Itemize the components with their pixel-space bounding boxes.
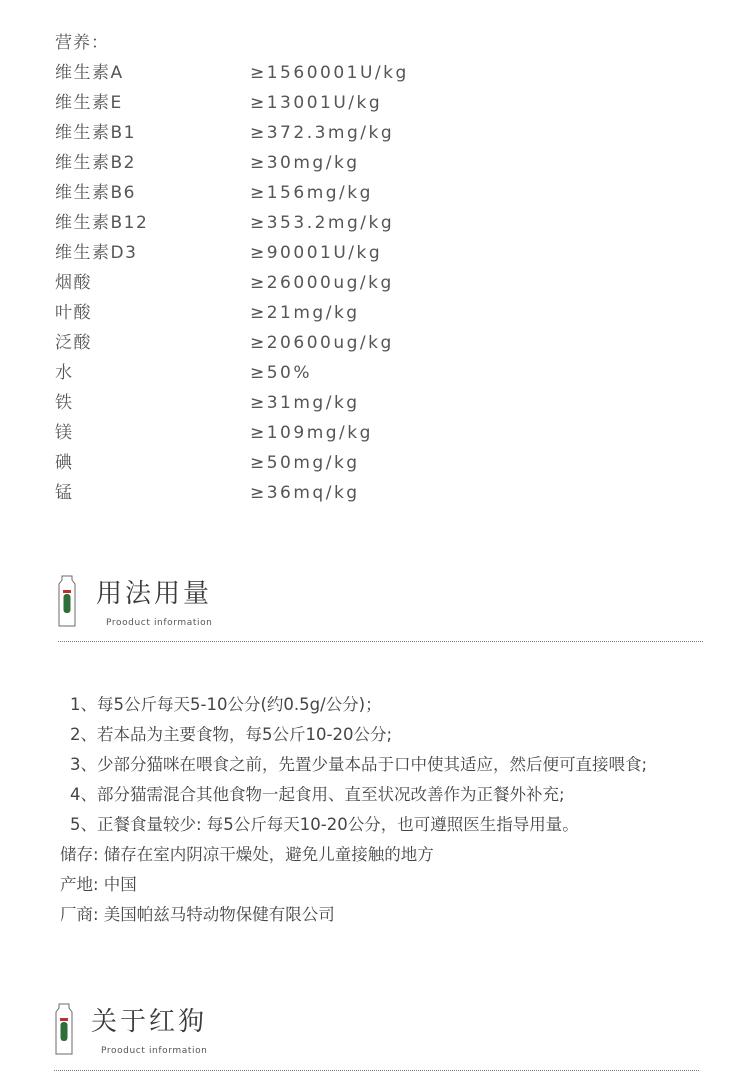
nutrient-value: ≥36mq/kg — [250, 483, 360, 503]
usage-step: 4、部分猫需混合其他食物一起食用、直至状况改善作为正餐外补充; — [70, 785, 565, 804]
nutrition-row — [55, 298, 655, 328]
nutrient-name: 维生素E — [55, 93, 123, 113]
nutrient-name: 水 — [55, 363, 74, 383]
paste-tube-icon — [56, 574, 78, 630]
usage-step: 1、每5公斤每天5-10公分(约0.5g/公分)； — [70, 695, 382, 714]
nutrition-row — [55, 238, 655, 268]
nutrition-row — [55, 418, 655, 448]
nutrition-row — [55, 358, 655, 388]
nutrient-value: ≥109mg/kg — [250, 423, 373, 443]
nutrition-row — [55, 448, 655, 478]
nutrient-name: 铁 — [55, 393, 74, 413]
nutrition-row — [55, 58, 655, 88]
nutrient-value: ≥31mg/kg — [250, 393, 360, 413]
usage-step: 5、正餐食量较少: 每5公斤每天10-20公分，也可遵照医生指导用量。 — [70, 815, 579, 834]
nutrient-value: ≥50% — [250, 363, 313, 383]
nutrient-name: 维生素B1 — [55, 123, 136, 143]
nutrient-value: ≥26000ug/kg — [250, 273, 394, 293]
nutrient-value: ≥20600ug/kg — [250, 333, 394, 353]
nutrient-value: ≥353.2mg/kg — [250, 213, 395, 233]
nutrition-row — [55, 88, 655, 118]
section-subtitle: Prooduct information — [106, 618, 213, 628]
nutrition-label: 营养： — [55, 33, 109, 53]
section-title: 关于红狗 — [91, 1007, 208, 1037]
nutrition-row — [55, 268, 655, 298]
nutrient-name: 叶酸 — [55, 303, 92, 323]
nutrient-name: 锰 — [55, 483, 74, 503]
maker-text: 厂商: 美国帕兹马特动物保健有限公司 — [60, 905, 335, 924]
nutrient-name: 维生素B6 — [55, 183, 136, 203]
nutrient-name: 维生素A — [55, 63, 124, 83]
nutrition-row — [55, 478, 655, 508]
nutrient-name: 维生素B2 — [55, 153, 136, 173]
usage-instructions — [60, 690, 730, 930]
nutrient-name: 泛酸 — [55, 333, 92, 353]
nutrient-value: ≥90001U/kg — [250, 243, 383, 263]
nutrition-row — [55, 178, 655, 208]
dotted-divider — [58, 641, 703, 642]
dotted-divider — [54, 1070, 699, 1071]
nutrition-row — [55, 118, 655, 148]
storage-text: 储存: 储存在室内阴凉干燥处，避免儿童接触的地方 — [60, 845, 434, 864]
nutrition-rows — [55, 58, 655, 508]
usage-step: 2、若本品为主要食物，每5公斤10-20公分; — [70, 725, 392, 744]
nutrition-row — [55, 328, 655, 358]
nutrient-name: 碘 — [55, 453, 74, 473]
nutrient-name: 维生素D3 — [55, 243, 138, 263]
paste-tube-icon — [53, 1002, 75, 1058]
nutrient-value: ≥50mg/kg — [250, 453, 360, 473]
section-subtitle: Prooduct information — [101, 1046, 208, 1056]
usage-step: 3、少部分猫咪在喂食之前，先置少量本品于口中使其适应，然后便可直接喂食; — [70, 755, 648, 774]
nutrition-row — [55, 208, 655, 238]
nutrient-value: ≥1560001U/kg — [250, 63, 409, 83]
nutrient-name: 烟酸 — [55, 273, 92, 293]
nutrient-value: ≥156mg/kg — [250, 183, 373, 203]
origin-text: 产地: 中国 — [60, 875, 137, 894]
nutrient-value: ≥21mg/kg — [250, 303, 360, 323]
nutrient-value: ≥372.3mg/kg — [250, 123, 395, 143]
usage-lines — [70, 690, 730, 840]
nutrient-value: ≥30mg/kg — [250, 153, 360, 173]
nutrient-name: 镁 — [55, 423, 74, 443]
nutrition-list — [55, 28, 655, 508]
nutrition-row — [55, 388, 655, 418]
usage-section-header — [0, 572, 750, 644]
nutrient-value: ≥13001U/kg — [250, 93, 383, 113]
nutrition-row — [55, 148, 655, 178]
about-section-header — [0, 1000, 750, 1080]
nutrient-name: 维生素B12 — [55, 213, 149, 233]
section-title: 用法用量 — [96, 579, 213, 609]
